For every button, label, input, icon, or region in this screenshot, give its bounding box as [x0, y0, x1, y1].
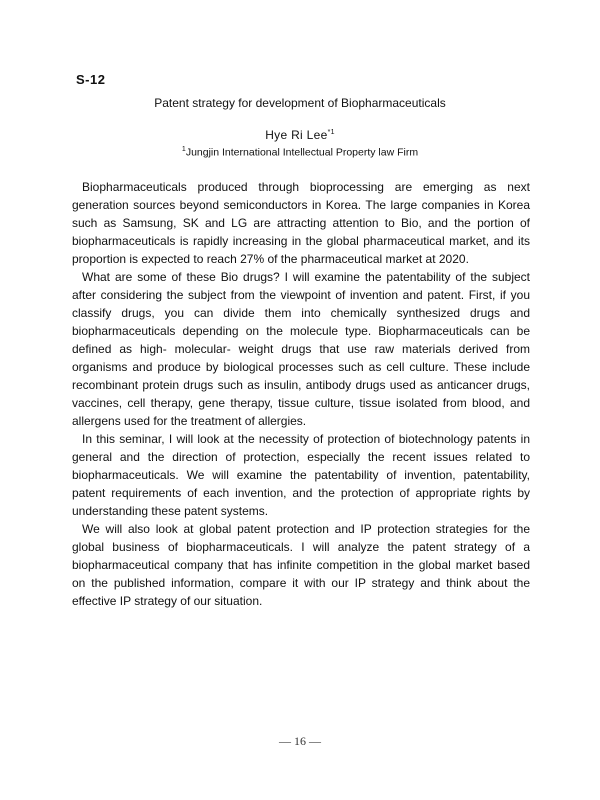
page-number: — 16 —	[279, 734, 321, 748]
author-name: Hye Ri Lee	[265, 128, 328, 142]
affiliation-line	[0, 146, 600, 159]
author-line	[0, 128, 600, 142]
abstract-title: Patent strategy for development of Biopharmaceuticals	[154, 96, 446, 110]
paragraph: In this seminar, I will look at the necessity of protection of biotechnology patents in general and the direction of protection, especially the recent issues related to biopharmaceuticals. We will examine the patentability of invention, patentability, patent requirements of each invention, and the protection of appropriate rights by understanding these patent systems.	[72, 432, 530, 518]
affiliation-name: Jungjin International Intellectual Property law Firm	[185, 146, 419, 159]
affiliation-marker: 1	[181, 146, 186, 153]
paragraph: Biopharmaceuticals produced through bioprocessing are emerging as next generation sources beyond semiconductors in Korea. The large companies in Korea such as Samsung, SK and LG are attracting attention to Bio, and the portion of biopharmaceuticals is rapidly increasing in the global pharmaceutical market, and its proportion is expected to reach 27% of the pharmaceutical market at 2020.	[72, 180, 530, 266]
abstract-code: S-12	[76, 72, 106, 87]
author-marker: *1	[327, 129, 335, 136]
abstract-body	[72, 178, 530, 610]
paragraph: We will also look at global patent protection and IP protection strategies for the global business of biopharmaceuticals. I will analyze the patent strategy of a biopharmaceutical company that has infinite competition in the global market based on the published information, compare it with our IP strategy and think about the effective IP strategy of our situation.	[72, 522, 530, 608]
paragraph: What are some of these Bio drugs? I will examine the patentability of the subject after considering the subject from the viewpoint of invention and patent. First, if you classify drugs, you can divide them into chemically synthesized drugs and biopharmaceuticals depending on the molecule type. Biopharmaceuticals can be defined as high- molecular- weight drugs that use raw materials derived from organisms and produce by biological processes such as cell culture. These include recombinant protein drugs such as insulin, antibody drugs used as anticancer drugs, vaccines, cell therapy, gene therapy, tissue culture, tissue isolated from blood, and allergens used for the treatment of allergies.	[72, 270, 530, 428]
